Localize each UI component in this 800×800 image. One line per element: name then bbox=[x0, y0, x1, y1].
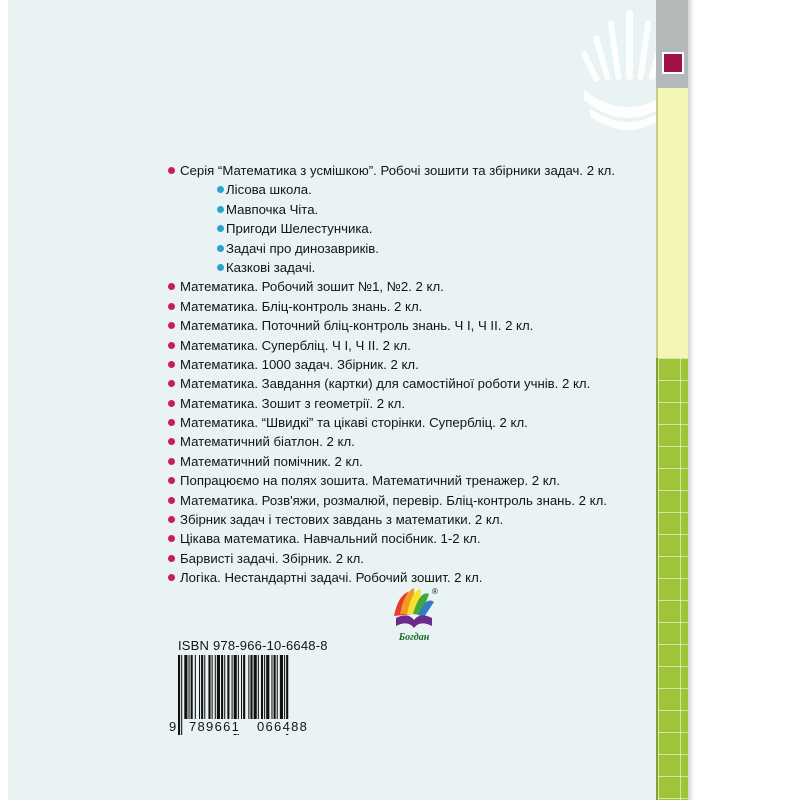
list-item-label: Збірник задач і тестових завдань з математики. 2 кл. bbox=[180, 512, 504, 528]
barcode-bar bbox=[261, 655, 263, 719]
list-item bbox=[168, 510, 668, 529]
bullet-dot-icon bbox=[168, 322, 175, 329]
barcode-digit-first: 9 bbox=[169, 719, 177, 734]
strip-gray-segment bbox=[656, 0, 688, 88]
barcode-bar bbox=[191, 655, 193, 719]
bullet-dot-icon bbox=[217, 186, 224, 193]
barcode-bar bbox=[221, 655, 223, 719]
bullet-dot-icon bbox=[168, 419, 175, 426]
publisher-logo bbox=[388, 584, 440, 646]
bullet-dot-icon bbox=[168, 535, 175, 542]
bullet-dot-icon bbox=[168, 400, 175, 407]
registered-mark: ® bbox=[432, 587, 438, 596]
list-item-label: Логіка. Нестандартні задачі. Робочий зошит. 2 кл. bbox=[180, 570, 483, 586]
barcode-bar bbox=[284, 655, 285, 719]
sub-list-item bbox=[168, 239, 668, 258]
barcode-bar bbox=[232, 655, 233, 719]
list-item-label: Лісова школа. bbox=[226, 182, 312, 198]
bullet-dot-icon bbox=[168, 574, 175, 581]
list-item-label: Математика. Робочий зошит №1, №2. 2 кл. bbox=[180, 279, 444, 295]
bullet-dot-icon bbox=[168, 283, 175, 290]
list-item bbox=[168, 374, 668, 393]
list-item-label: Математичний біатлон. 2 кл. bbox=[180, 434, 355, 450]
barcode-bar bbox=[248, 655, 249, 719]
list-item-label: Математика. Супербліц. Ч І, Ч ІІ. 2 кл. bbox=[180, 337, 411, 353]
list-item bbox=[168, 277, 668, 296]
bullet-dot-icon bbox=[168, 516, 175, 523]
list-item bbox=[168, 491, 668, 510]
list-item bbox=[168, 413, 668, 432]
bullet-dot-icon bbox=[217, 206, 224, 213]
list-item-label: Математика. Зошит з геометрії. 2 кл. bbox=[180, 395, 406, 411]
list-item-label: Математика. 1000 задач. Збірник. 2 кл. bbox=[180, 356, 419, 372]
strip-yellow-segment bbox=[656, 88, 690, 358]
barcode-bar bbox=[217, 655, 220, 719]
barcode-digits-right: 066488 bbox=[257, 719, 309, 734]
page-edge-shadow bbox=[688, 0, 694, 800]
list-item-label: Казкові задачі. bbox=[226, 259, 316, 275]
list-item bbox=[168, 297, 668, 316]
list-item-label: Математика. “Швидкі” та цікаві сторінки. Супербліц. 2 кл. bbox=[180, 415, 528, 431]
list-item-label: Барвисті задачі. Збірник. 2 кл. bbox=[180, 550, 364, 566]
barcode-bar bbox=[264, 655, 265, 719]
rainbow-book-icon bbox=[394, 588, 434, 628]
list-item bbox=[168, 549, 668, 568]
barcode-bar bbox=[215, 655, 216, 719]
barcode-bar bbox=[274, 655, 276, 719]
back-cover bbox=[8, 0, 686, 800]
barcode-bar bbox=[184, 655, 187, 719]
decorative-side-strip bbox=[656, 0, 688, 800]
list-item bbox=[168, 471, 668, 490]
sub-list-item bbox=[168, 219, 668, 238]
bullet-dot-icon bbox=[217, 245, 224, 252]
bullet-dot-icon bbox=[168, 438, 175, 445]
list-item-label: Мавпочка Чіта. bbox=[226, 201, 319, 217]
barcode-bar bbox=[277, 655, 278, 719]
list-item bbox=[168, 452, 668, 471]
bullet-dot-icon bbox=[168, 555, 175, 562]
barcode-digits-left: 789661 bbox=[189, 719, 241, 734]
publisher-name: Богдан bbox=[398, 632, 430, 643]
bullet-dot-icon bbox=[168, 167, 175, 174]
barcode-bar bbox=[224, 655, 225, 719]
barcode-bar bbox=[195, 655, 196, 719]
bullet-dot-icon bbox=[168, 477, 175, 484]
barcode-digits bbox=[168, 719, 320, 735]
bullet-dot-icon bbox=[168, 497, 175, 504]
barcode-bar bbox=[199, 655, 200, 719]
list-item bbox=[168, 529, 668, 548]
barcode-bar bbox=[189, 655, 190, 719]
bullet-dot-icon bbox=[168, 342, 175, 349]
list-item-label: Пригоди Шелестунчика. bbox=[226, 221, 373, 237]
isbn-label: ISBN 978-966-10-6648-8 bbox=[178, 638, 328, 653]
book-series-list bbox=[168, 161, 668, 588]
list-item-label: Математика. Поточний бліц-контроль знань. Ч І, Ч ІІ. 2 кл. bbox=[180, 318, 534, 334]
list-item-label: Попрацюємо на полях зошита. Математичний тренажер. 2 кл. bbox=[180, 473, 561, 489]
crimson-square-icon bbox=[662, 52, 684, 74]
barcode-bar bbox=[201, 655, 203, 719]
barcode-bar bbox=[258, 655, 259, 719]
sub-list-item bbox=[168, 200, 668, 219]
list-item-label: Задачі про динозавриків. bbox=[226, 240, 379, 256]
list-item-label: Математика. Завдання (картки) для самостійної роботи учнів. 2 кл. bbox=[180, 376, 591, 392]
sub-list-item bbox=[168, 258, 668, 277]
bullet-dot-icon bbox=[168, 380, 175, 387]
list-item bbox=[168, 316, 668, 335]
barcode-bar bbox=[208, 655, 210, 719]
list-item-label: Серія “Математика з усмішкою”. Робочі зошити та збірники задач. 2 кл. bbox=[180, 163, 615, 178]
sub-list-item bbox=[168, 180, 668, 199]
list-item bbox=[168, 394, 668, 413]
barcode-bar bbox=[266, 655, 269, 719]
barcode-bar bbox=[243, 655, 245, 719]
list-item-label: Математика. Бліц-контроль знань. 2 кл. bbox=[180, 298, 423, 314]
barcode-bar bbox=[212, 655, 213, 719]
list-item-label: Цікава математика. Навчальний посібник. 1-2 кл. bbox=[180, 531, 481, 547]
barcode-bar bbox=[250, 655, 252, 719]
list-item-label: Математичний помічник. 2 кл. bbox=[180, 453, 363, 469]
barcode-bar bbox=[204, 655, 205, 719]
barcode-bar bbox=[271, 655, 272, 719]
barcode-bar bbox=[280, 655, 283, 719]
list-item-label: Математика. Розв'яжи, розмалюй, перевір. Бліц-контроль знань. 2 кл. bbox=[180, 492, 607, 508]
barcode-bar bbox=[254, 655, 257, 719]
list-item bbox=[168, 432, 668, 451]
barcode-bar bbox=[227, 655, 229, 719]
bullet-dot-icon bbox=[168, 361, 175, 368]
bullet-dot-icon bbox=[168, 303, 175, 310]
bullet-dot-icon bbox=[217, 264, 224, 271]
strip-green-grid-segment bbox=[656, 358, 690, 800]
bullet-dot-icon bbox=[217, 225, 224, 232]
barcode-bar bbox=[241, 655, 242, 719]
bullet-dot-icon bbox=[168, 458, 175, 465]
list-item bbox=[168, 336, 668, 355]
list-item bbox=[168, 161, 668, 180]
list-item bbox=[168, 355, 668, 374]
